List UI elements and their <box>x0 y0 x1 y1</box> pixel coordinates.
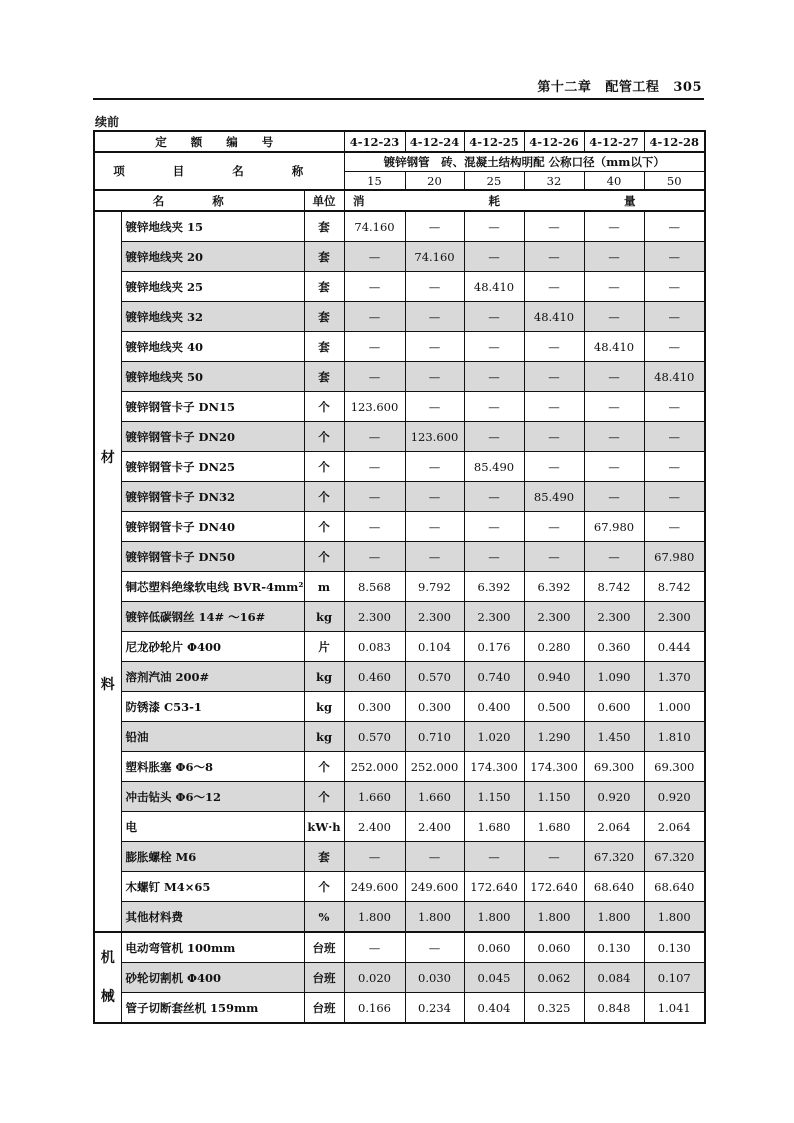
consumption-value: 0.166 <box>344 993 405 1024</box>
resource-name: 溶剂汽油 200# <box>121 662 304 692</box>
category-label <box>94 932 121 1023</box>
consumption-value: — <box>405 932 464 963</box>
resource-unit: 套 <box>304 272 344 302</box>
column-header-row <box>94 190 705 211</box>
chapter-label: 第十二章 <box>537 80 592 95</box>
consumption-value: — <box>405 452 464 482</box>
consumption-value: 0.060 <box>524 932 584 963</box>
consumption-value: 0.062 <box>524 963 584 993</box>
table-row <box>94 272 705 302</box>
consumption-value: 0.300 <box>405 692 464 722</box>
table-row <box>94 872 705 902</box>
consumption-value: — <box>464 842 524 872</box>
consumption-value: 172.640 <box>464 872 524 902</box>
table-row <box>94 752 705 782</box>
consumption-value: 2.300 <box>405 602 464 632</box>
table-row <box>94 452 705 482</box>
table-body <box>94 131 705 1023</box>
consumption-value: 68.640 <box>584 872 644 902</box>
resource-name: 镀锌钢管卡子 DN15 <box>121 392 304 422</box>
resource-unit: m <box>304 572 344 602</box>
consumption-value: 67.320 <box>584 842 644 872</box>
consumption-value: 0.030 <box>405 963 464 993</box>
chapter-title: 配管工程 <box>605 80 660 95</box>
table-row <box>94 572 705 602</box>
consumption-value: 48.410 <box>524 302 584 332</box>
diameter-value: 50 <box>644 172 705 191</box>
consumption-value: — <box>405 842 464 872</box>
consumption-value: 68.640 <box>644 872 705 902</box>
resource-name: 镀锌地线夹 50 <box>121 362 304 392</box>
consumption-value: — <box>344 362 405 392</box>
category-char: 械 <box>100 988 115 1005</box>
resource-name: 镀锌钢管卡子 DN40 <box>121 512 304 542</box>
consumption-value: 0.176 <box>464 632 524 662</box>
resource-name: 镀锌地线夹 20 <box>121 242 304 272</box>
quota-code: 4-12-27 <box>584 131 644 152</box>
consumption-value: — <box>584 362 644 392</box>
consumption-value: 1.370 <box>644 662 705 692</box>
consumption-value: 174.300 <box>464 752 524 782</box>
resource-name: 镀锌地线夹 15 <box>121 211 304 242</box>
consumption-value: 174.300 <box>524 752 584 782</box>
consumption-value: — <box>584 542 644 572</box>
consumption-value: 0.444 <box>644 632 705 662</box>
consumption-value: 48.410 <box>464 272 524 302</box>
table-row <box>94 842 705 872</box>
consumption-value: 2.300 <box>584 602 644 632</box>
consumption-value: 2.300 <box>524 602 584 632</box>
consumption-value: 1.800 <box>644 902 705 933</box>
consumption-value: — <box>405 362 464 392</box>
consumption-value: 0.300 <box>344 692 405 722</box>
consumption-value: 48.410 <box>584 332 644 362</box>
consumption-value: 1.680 <box>464 812 524 842</box>
consumption-value: 1.810 <box>644 722 705 752</box>
resource-unit: kW·h <box>304 812 344 842</box>
consumption-value: — <box>644 512 705 542</box>
quota-code: 4-12-28 <box>644 131 705 152</box>
consumption-value: — <box>344 302 405 332</box>
project-label: 项 目 名 称 <box>94 152 344 190</box>
consumption-value: — <box>344 332 405 362</box>
resource-name: 砂轮切割机 Φ400 <box>121 963 304 993</box>
consumption-value: — <box>464 302 524 332</box>
consumption-value: — <box>644 422 705 452</box>
consumption-value: — <box>464 242 524 272</box>
consumption-value: 1.660 <box>344 782 405 812</box>
consumption-value: 67.980 <box>644 542 705 572</box>
quota-table <box>93 130 706 1024</box>
resource-unit: 个 <box>304 512 344 542</box>
consumption-value: 2.064 <box>584 812 644 842</box>
resource-name: 镀锌钢管卡子 DN32 <box>121 482 304 512</box>
consumption-value: 48.410 <box>644 362 705 392</box>
resource-unit: 个 <box>304 422 344 452</box>
consumption-value: — <box>644 332 705 362</box>
consumption-value: 8.742 <box>584 572 644 602</box>
consumption-value: 85.490 <box>464 452 524 482</box>
consumption-value: 1.800 <box>344 902 405 933</box>
consumption-value: — <box>644 211 705 242</box>
table-row <box>94 963 705 993</box>
consumption-value: — <box>344 422 405 452</box>
resource-unit: 台班 <box>304 932 344 963</box>
resource-unit: 套 <box>304 842 344 872</box>
consumption-value: 2.300 <box>344 602 405 632</box>
project-row <box>94 152 705 172</box>
consumption-value: 1.800 <box>405 902 464 933</box>
consumption-value: 74.160 <box>344 211 405 242</box>
quota-code: 4-12-26 <box>524 131 584 152</box>
consumption-value: — <box>644 392 705 422</box>
consumption-value: — <box>524 542 584 572</box>
consumption-value: — <box>405 542 464 572</box>
consumption-value: 1.020 <box>464 722 524 752</box>
consumption-value: — <box>464 512 524 542</box>
consumption-value: 1.800 <box>464 902 524 933</box>
consumption-value: — <box>524 332 584 362</box>
consumption-value: — <box>644 452 705 482</box>
consumption-value: 2.400 <box>344 812 405 842</box>
consumption-value: 1.290 <box>524 722 584 752</box>
consumption-value: — <box>464 542 524 572</box>
consumption-value: — <box>584 422 644 452</box>
table-row <box>94 422 705 452</box>
consumption-value: 0.920 <box>644 782 705 812</box>
resource-unit: 个 <box>304 392 344 422</box>
consumption-value: — <box>464 211 524 242</box>
diameter-value: 40 <box>584 172 644 191</box>
resource-name: 镀锌地线夹 32 <box>121 302 304 332</box>
consumption-value: — <box>464 482 524 512</box>
resource-unit: 台班 <box>304 993 344 1024</box>
consumption-value: 67.980 <box>584 512 644 542</box>
consumption-value: — <box>344 842 405 872</box>
resource-unit: % <box>304 902 344 933</box>
table-row <box>94 602 705 632</box>
page-number: 305 <box>673 80 702 95</box>
table-row <box>94 512 705 542</box>
consumption-value: — <box>405 332 464 362</box>
resource-name: 镀锌低碳钢丝 14# ～16# <box>121 602 304 632</box>
consumption-value: 0.130 <box>644 932 705 963</box>
table-row <box>94 242 705 272</box>
resource-unit: kg <box>304 602 344 632</box>
resource-unit: 个 <box>304 782 344 812</box>
consumption-value: 0.060 <box>464 932 524 963</box>
resource-name: 管子切断套丝机 159mm <box>121 993 304 1024</box>
consumption-value: — <box>644 482 705 512</box>
category-label <box>94 211 121 932</box>
resource-name: 其他材料费 <box>121 902 304 933</box>
consumption-value: 0.600 <box>584 692 644 722</box>
table-row <box>94 211 705 242</box>
table-row <box>94 392 705 422</box>
consumption-value: — <box>405 512 464 542</box>
consumption-value: 85.490 <box>524 482 584 512</box>
consumption-value: — <box>344 542 405 572</box>
resource-name: 防锈漆 C53-1 <box>121 692 304 722</box>
consumption-value: 0.107 <box>644 963 705 993</box>
consumption-value: — <box>464 392 524 422</box>
consumption-value: 1.090 <box>584 662 644 692</box>
table-row <box>94 722 705 752</box>
consumption-value: 1.800 <box>584 902 644 933</box>
consumption-value: 2.300 <box>464 602 524 632</box>
resource-name: 电动弯管机 100mm <box>121 932 304 963</box>
consumption-value: — <box>584 392 644 422</box>
consumption-value: — <box>524 362 584 392</box>
resource-name: 膨胀螺栓 M6 <box>121 842 304 872</box>
resource-unit: 个 <box>304 452 344 482</box>
consumption-value: 0.280 <box>524 632 584 662</box>
consumption-value: 6.392 <box>524 572 584 602</box>
consumption-value: 123.600 <box>344 392 405 422</box>
consumption-value: — <box>584 242 644 272</box>
consumption-value: — <box>464 362 524 392</box>
consumption-value: — <box>584 272 644 302</box>
consumption-value: 252.000 <box>344 752 405 782</box>
consumption-value: — <box>524 512 584 542</box>
table-row <box>94 482 705 512</box>
resource-name: 木螺钉 M4×65 <box>121 872 304 902</box>
quota-code: 4-12-24 <box>405 131 464 152</box>
resource-name: 镀锌钢管卡子 DN50 <box>121 542 304 572</box>
diameter-value: 20 <box>405 172 464 191</box>
consumption-value: 0.130 <box>584 932 644 963</box>
resource-unit: 片 <box>304 632 344 662</box>
resource-name: 电 <box>121 812 304 842</box>
page-header <box>93 72 704 100</box>
resource-unit: 个 <box>304 542 344 572</box>
resource-unit: 套 <box>304 362 344 392</box>
resource-unit: 个 <box>304 872 344 902</box>
consumption-value: 0.234 <box>405 993 464 1024</box>
consumption-value: 74.160 <box>405 242 464 272</box>
consumption-value: 0.084 <box>584 963 644 993</box>
diameter-value: 15 <box>344 172 405 191</box>
consumption-value: 8.742 <box>644 572 705 602</box>
consumption-value: 1.680 <box>524 812 584 842</box>
resource-name: 塑料胀塞 Φ6～8 <box>121 752 304 782</box>
resource-name: 铜芯塑料绝缘软电线 BVR-4mm² <box>121 572 304 602</box>
consumption-value: 0.404 <box>464 993 524 1024</box>
consumption-value: — <box>644 242 705 272</box>
table-row <box>94 692 705 722</box>
consumption-value: — <box>644 272 705 302</box>
consumption-value: — <box>464 422 524 452</box>
consumption-value: — <box>344 482 405 512</box>
consumption-value: — <box>344 452 405 482</box>
column-name-header: 名 称 <box>94 190 304 211</box>
consumption-value: 0.045 <box>464 963 524 993</box>
column-unit-header: 单位 <box>304 190 344 211</box>
consumption-value: — <box>584 211 644 242</box>
consumption-value: 0.710 <box>405 722 464 752</box>
resource-name: 镀锌地线夹 40 <box>121 332 304 362</box>
table-row <box>94 932 705 963</box>
table-row <box>94 632 705 662</box>
consumption-value: — <box>524 272 584 302</box>
consumption-value: — <box>584 452 644 482</box>
resource-name: 镀锌地线夹 25 <box>121 272 304 302</box>
resource-unit: 套 <box>304 242 344 272</box>
consumption-value: 172.640 <box>524 872 584 902</box>
consumption-value: 0.940 <box>524 662 584 692</box>
consumption-value: 1.450 <box>584 722 644 752</box>
resource-unit: 个 <box>304 752 344 782</box>
resource-name: 镀锌钢管卡子 DN25 <box>121 452 304 482</box>
category-char: 料 <box>100 676 115 693</box>
project-description: 镀锌钢管 砖、混凝土结构明配 公称口径（mm以下） <box>344 152 705 172</box>
resource-unit: kg <box>304 722 344 752</box>
consumption-value: 0.848 <box>584 993 644 1024</box>
table-row <box>94 662 705 692</box>
consumption-value: 249.600 <box>405 872 464 902</box>
consumption-value: 0.500 <box>524 692 584 722</box>
consumption-value: — <box>344 242 405 272</box>
consumption-value: 2.400 <box>405 812 464 842</box>
consumption-value: — <box>644 302 705 332</box>
consumption-value: — <box>344 932 405 963</box>
resource-unit: kg <box>304 662 344 692</box>
consumption-value: — <box>524 392 584 422</box>
consumption-value: — <box>405 392 464 422</box>
table-row <box>94 902 705 933</box>
consumption-value: — <box>524 452 584 482</box>
consumption-value: 0.740 <box>464 662 524 692</box>
resource-name: 尼龙砂轮片 Φ400 <box>121 632 304 662</box>
continued-label: 续前 <box>95 115 120 129</box>
resource-unit: 个 <box>304 482 344 512</box>
resource-name: 冲击钻头 Φ6～12 <box>121 782 304 812</box>
consumption-value: — <box>524 422 584 452</box>
table-row <box>94 332 705 362</box>
running-head <box>523 76 702 95</box>
consumption-value: 1.150 <box>464 782 524 812</box>
consumption-value: 0.083 <box>344 632 405 662</box>
consumption-value: — <box>584 302 644 332</box>
consumption-value: 1.800 <box>524 902 584 933</box>
resource-unit: kg <box>304 692 344 722</box>
table-row <box>94 782 705 812</box>
diameter-value: 25 <box>464 172 524 191</box>
consumption-value: — <box>524 211 584 242</box>
consumption-value: — <box>405 302 464 332</box>
consumption-value: 249.600 <box>344 872 405 902</box>
consumption-value: — <box>344 512 405 542</box>
quota-code-row <box>94 131 705 152</box>
consumption-value: 0.920 <box>584 782 644 812</box>
consumption-value: 0.570 <box>344 722 405 752</box>
table-row <box>94 812 705 842</box>
table-row <box>94 362 705 392</box>
consumption-value: 1.150 <box>524 782 584 812</box>
column-consumption-header: 消 耗 量 <box>344 190 705 211</box>
consumption-value: 67.320 <box>644 842 705 872</box>
resource-name: 铅油 <box>121 722 304 752</box>
consumption-value: 0.360 <box>584 632 644 662</box>
consumption-value: 0.020 <box>344 963 405 993</box>
consumption-value: — <box>344 272 405 302</box>
table-row <box>94 993 705 1024</box>
table-row <box>94 302 705 332</box>
consumption-value: 252.000 <box>405 752 464 782</box>
consumption-value: 69.300 <box>584 752 644 782</box>
consumption-value: 2.300 <box>644 602 705 632</box>
resource-unit: 套 <box>304 332 344 362</box>
consumption-value: 1.041 <box>644 993 705 1024</box>
consumption-value: — <box>524 842 584 872</box>
consumption-value: 8.568 <box>344 572 405 602</box>
consumption-value: 0.400 <box>464 692 524 722</box>
consumption-value: 69.300 <box>644 752 705 782</box>
consumption-value: 0.570 <box>405 662 464 692</box>
quota-code: 4-12-23 <box>344 131 405 152</box>
consumption-value: 2.064 <box>644 812 705 842</box>
table-row <box>94 542 705 572</box>
consumption-value: — <box>405 482 464 512</box>
diameter-value: 32 <box>524 172 584 191</box>
consumption-value: 1.660 <box>405 782 464 812</box>
consumption-value: 6.392 <box>464 572 524 602</box>
consumption-value: 0.460 <box>344 662 405 692</box>
consumption-value: — <box>405 272 464 302</box>
consumption-value: — <box>464 332 524 362</box>
resource-unit: 台班 <box>304 963 344 993</box>
resource-name: 镀锌钢管卡子 DN20 <box>121 422 304 452</box>
consumption-value: 0.325 <box>524 993 584 1024</box>
consumption-value: 0.104 <box>405 632 464 662</box>
consumption-value: — <box>405 211 464 242</box>
quota-code: 4-12-25 <box>464 131 524 152</box>
category-char: 材 <box>100 449 115 466</box>
consumption-value: — <box>584 482 644 512</box>
consumption-value: 9.792 <box>405 572 464 602</box>
consumption-value: 1.000 <box>644 692 705 722</box>
consumption-value: 123.600 <box>405 422 464 452</box>
category-char: 机 <box>100 949 115 966</box>
consumption-value: — <box>524 242 584 272</box>
resource-unit: 套 <box>304 211 344 242</box>
quota-label: 定 额 编 号 <box>94 131 344 152</box>
resource-unit: 套 <box>304 302 344 332</box>
